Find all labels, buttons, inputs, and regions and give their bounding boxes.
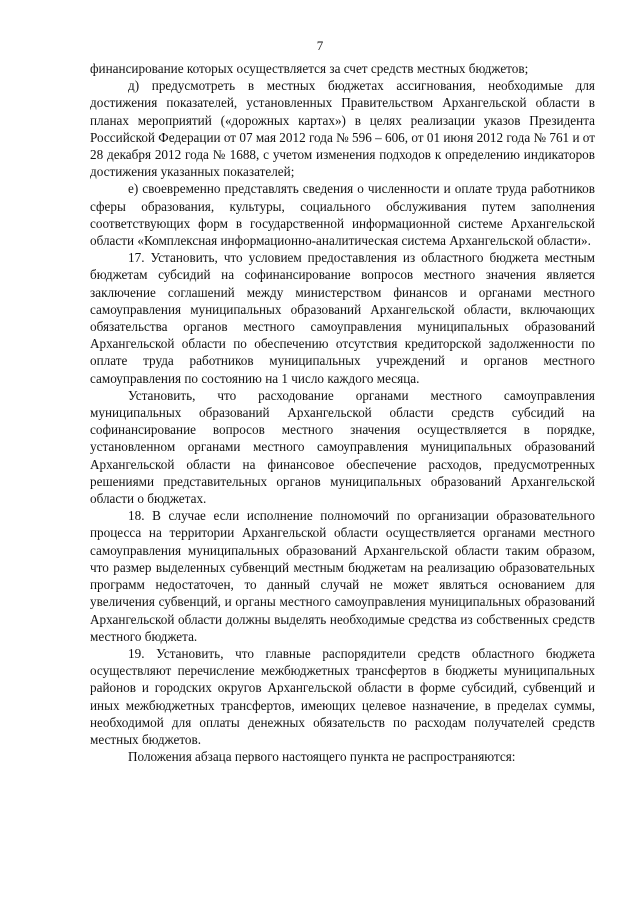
document-body — [90, 60, 595, 765]
paragraph-item-e: е) своевременно представлять сведения о численности и оплате труда работников сферы образования, культуры, социального обслуживания путем заполнения соответствующих форм в государственной информационной системе Архангельской области «Комплексная информационно-аналитическая система Архангельской области». — [90, 181, 595, 249]
page-number: 7 — [316, 38, 324, 53]
paragraph-continuation: финансирование которых осуществляется за счет средств местных бюджетов; — [90, 61, 529, 76]
paragraph-19: 19. Установить, что главные распорядители средств областного бюджета осуществляют перечисление межбюджетных трансфертов в бюджеты муниципальных районов и городских округов Архангельской области в форме субсидий, субвенций и иных межбюджетных трансфертов, имеющих целевое назначение, в пределах суммы, необходимой для оплаты денежных обязательств по расходам получателей средств местных бюджетов. — [90, 645, 595, 747]
paragraph-item-d: д) предусмотреть в местных бюджетах ассигнования, необходимые для достижения показателей, установленных Правительством Архангельской области в планах мероприятий («дорожных картах») в целях реализации указов Президента Российской Федерации от 07 мая 2012 года № 596 – 606, от 01 июня 2012 года № 761 и от 28 декабря 2012 года № 1688, с учетом изменения подходов к определению индикаторов достижения указанных показателей; — [90, 78, 595, 180]
paragraph-19-part-2: Положения абзаца первого настоящего пункта не распространяются: — [128, 749, 516, 765]
paragraph-17-part-2: Установить, что расходование органами местного самоуправления муниципальных образований Архангельской области средств субсидий на софинансирование вопросов местного значения осуществляется в порядке, установленном органами местного самоуправления муниципальных образований Архангельской области на финансовое обеспечение расходов, предусмотренных решениями представительных органов муниципальных образований Архангельской области о бюджетах. — [90, 387, 595, 507]
paragraph-18: 18. В случае если исполнение полномочий по организации образовательного процесса на территории Архангельской области осуществляется органами местного самоуправления муниципальных образований Архангельской области таким образом, что размер выделенных субвенций местным бюджетам на реализацию образовательных программ недостаточен, то данный случай не может являться основанием для увеличения субвенций, и органы местного самоуправления муниципальных образований Архангельской области должны выделять необходимые средства из собственных средств местного бюджета. — [90, 508, 595, 644]
paragraph-17: 17. Установить, что условием предоставления из областного бюджета местным бюджетам субсидий на софинансирование вопросов местного значения является заключение соглашений между министерством финансов и органами местного самоуправления муниципальных образований Архангельской области, включающих обязательства органов местного самоуправления муниципальных образований Архангельской области по обеспечению отсутствия кредиторской задолженности по оплате труда работников муниципальных учреждений и органов местного самоуправления по состоянию на 1 число каждого месяца. — [90, 250, 595, 386]
